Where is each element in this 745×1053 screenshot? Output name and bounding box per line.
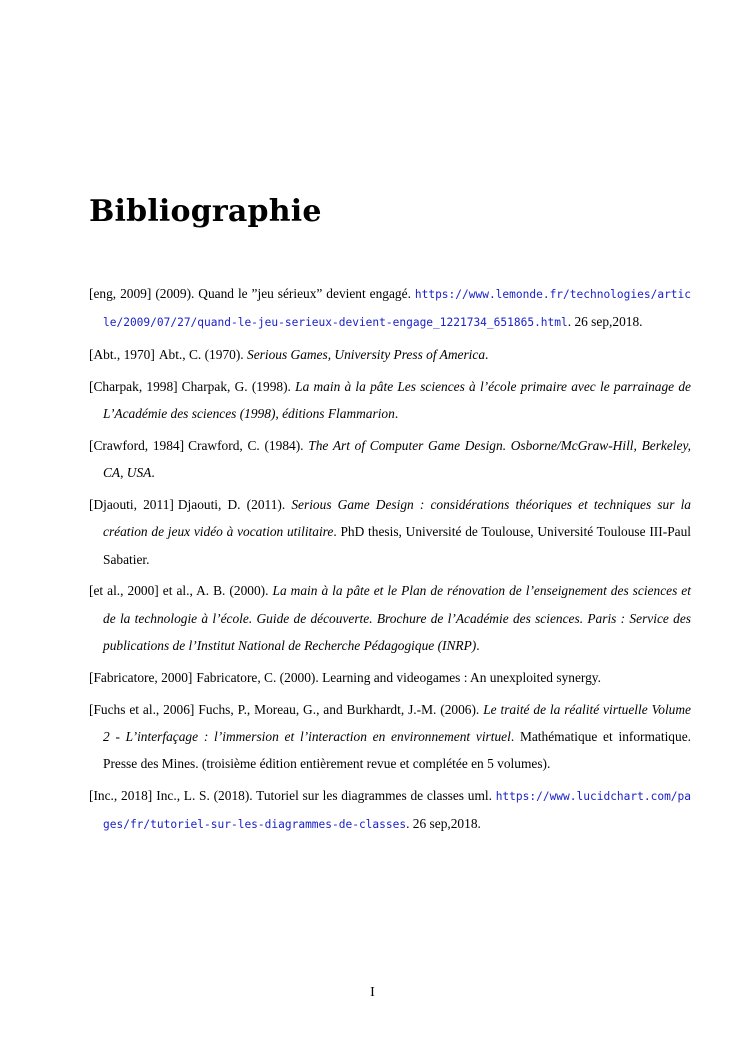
entry-title: La main à la pâte Les sciences à l’école primaire avec le parrainage de L’Académie des sciences (1998), éditions Flammarion bbox=[103, 378, 691, 422]
bibliography-entry bbox=[89, 341, 691, 368]
citation-key: [Abt., 1970] bbox=[89, 347, 155, 363]
entry-url-link[interactable]: https://www.lucidchart.com/pages/fr/tutoriel-sur-les-diagrammes-de-classes bbox=[103, 789, 692, 832]
entry-title: Serious Game Design : considérations théoriques et techniques sur la création de jeux vidéo à vocation utilitaire bbox=[103, 497, 691, 540]
entry-text: Abt., C. (1970). bbox=[158, 347, 247, 363]
bibliography-entry bbox=[89, 280, 691, 336]
entry-text-after: . bbox=[485, 347, 489, 363]
bibliography-entry bbox=[89, 373, 691, 427]
entry-text-tail: . 26 sep,2018. bbox=[567, 314, 643, 330]
citation-key: [Crawford, 1984] bbox=[89, 438, 185, 454]
entry-text-after: . PhD thesis, Université de Toulouse, Université Toulouse III-Paul Sabatier. bbox=[103, 524, 691, 567]
bibliography-entry bbox=[89, 491, 691, 573]
bibliography-entry bbox=[89, 664, 691, 691]
bibliography-entry bbox=[89, 696, 691, 778]
entry-text: Fuchs, P., Moreau, G., and Burkhardt, J.-M. (2006). bbox=[198, 701, 484, 717]
citation-key: [Djaouti, 2011] bbox=[89, 497, 174, 513]
page-number: I bbox=[370, 985, 375, 1000]
entry-text: Djaouti, D. (2011). bbox=[177, 497, 292, 513]
entry-text-after: . Mathématique et informatique. Presse des Mines. (troisième édition entièrement revue et complétée en 5 volumes). bbox=[103, 728, 691, 772]
entry-text-after: . bbox=[394, 406, 399, 422]
entry-title: Serious Games, University Press of America bbox=[247, 347, 486, 363]
entry-text: et al., A. B. (2000). bbox=[162, 583, 273, 599]
entry-text: (2009). Quand le ”jeu sérieux” devient engagé. bbox=[155, 286, 415, 301]
citation-key: [Fuchs et al., 2006] bbox=[89, 701, 195, 717]
entry-title: Le traité de la réalité virtuelle Volume 2 - L’interfaçage : l’immersion et l’interaction en environnement virtuel bbox=[103, 701, 691, 744]
entry-text-after: . bbox=[476, 637, 480, 653]
entry-text: Fabricatore, C. (2000). Learning and videogames : An unexploited synergy. bbox=[196, 669, 601, 685]
entry-text: Charpak, G. (1998). bbox=[181, 378, 296, 394]
entry-title: The Art of Computer Game Design. Osborne/McGraw-Hill, Berkeley, CA, USA bbox=[103, 438, 692, 481]
citation-key: [et al., 2000] bbox=[89, 583, 159, 599]
entry-url-link[interactable]: https://www.lemonde.fr/technologies/article/2009/07/27/quand-le-jeu-serieux-devient-engage_1221734_651865.html bbox=[103, 288, 692, 330]
page-title: Bibliographie bbox=[89, 194, 322, 229]
entry-title: La main à la pâte et le Plan de rénovation de l’enseignement des sciences et de la technologie à l’école. Guide de découverte. Brochure de l’Académie des sciences. Paris : Service des publications de l’Institut National de Recherche Pédagogique (INRP) bbox=[103, 583, 691, 653]
entry-text: Inc., L. S. (2018). Tutoriel sur les diagrammes de classes uml. bbox=[156, 787, 496, 803]
bibliography-entry bbox=[89, 432, 691, 486]
citation-key: [Inc., 2018] bbox=[89, 787, 153, 803]
citation-key: [eng, 2009] bbox=[89, 286, 152, 301]
bibliography-entry bbox=[89, 577, 691, 659]
citation-key: [Fabricatore, 2000] bbox=[89, 669, 193, 685]
citation-key: [Charpak, 1998] bbox=[89, 378, 178, 394]
bibliography-entry bbox=[89, 782, 691, 838]
entry-text-after: . bbox=[151, 465, 155, 481]
entry-text: Crawford, C. (1984). bbox=[188, 438, 309, 454]
bibliography-list bbox=[89, 280, 691, 843]
entry-text-tail: . 26 sep,2018. bbox=[406, 816, 481, 832]
